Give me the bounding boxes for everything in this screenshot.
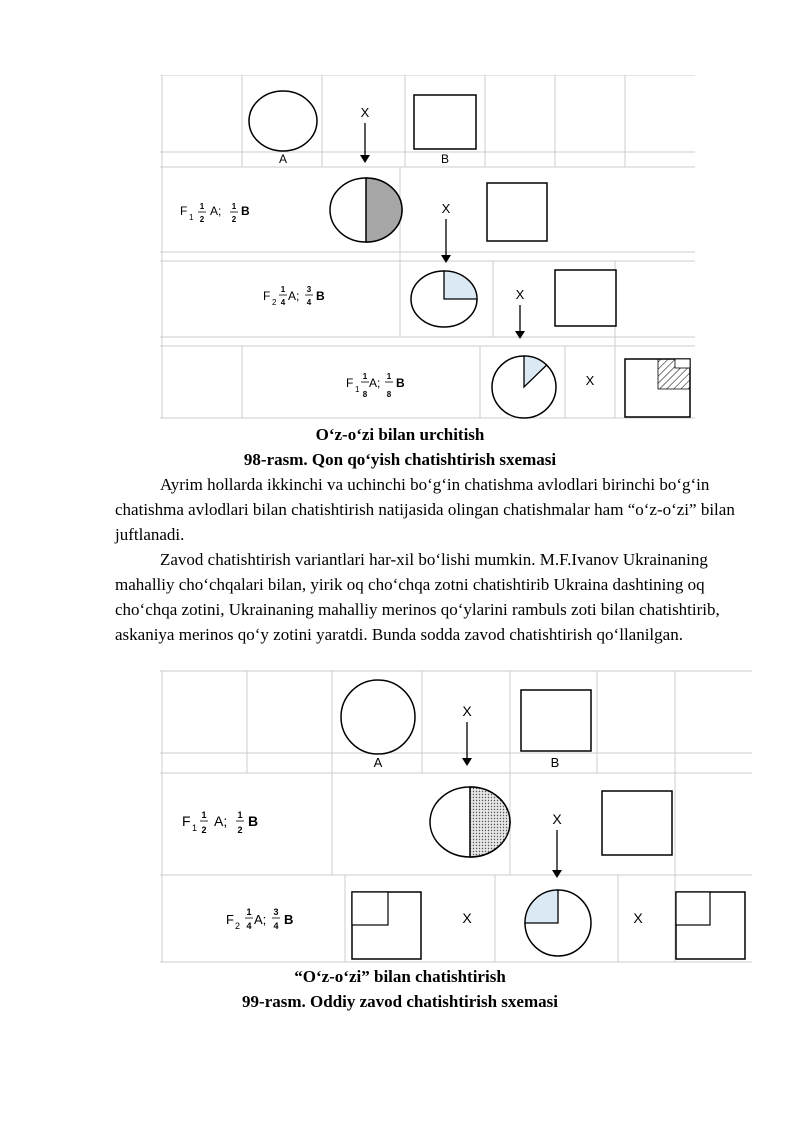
arrow-down-icon <box>462 758 472 766</box>
svg-text:2: 2 <box>201 825 207 835</box>
figure-98-subtitle: O‘z-o‘zi bilan urchitish <box>315 425 485 444</box>
svg-text:1: 1 <box>280 285 286 294</box>
svg-text:2: 2 <box>272 298 277 307</box>
svg-text:F: F <box>182 813 191 829</box>
svg-text:F: F <box>346 376 354 390</box>
parent-b-square <box>414 95 476 149</box>
figure-99-subtitle: “O‘z-o‘zi” bilan chatishtirish <box>294 967 506 986</box>
arrow-down-icon <box>552 870 562 878</box>
parent-b-square-2 <box>602 791 672 855</box>
svg-text:4: 4 <box>246 921 252 931</box>
svg-text:F: F <box>263 289 271 303</box>
cross-x-4: X <box>633 910 643 926</box>
svg-text:A;: A; <box>288 289 300 303</box>
svg-text:A;: A; <box>254 912 267 927</box>
svg-text:1: 1 <box>231 202 237 211</box>
svg-text:B: B <box>284 912 294 927</box>
f3-label <box>346 372 405 399</box>
svg-text:B: B <box>396 376 405 390</box>
paragraph-1: Ayrim hollarda ikkinchi va uchinchi bo‘g‘in chatishma avlodlari birinchi bo‘g‘in chatishma avlodlari bilan chatishtirish natijasida olingan chatishmalar ham “o‘z-o‘zi” bilan juftlanadi. <box>115 475 735 544</box>
parent-a-circle <box>249 91 317 151</box>
parent-b-square-3 <box>555 270 616 326</box>
svg-text:2: 2 <box>235 921 241 931</box>
arrow-down-icon <box>515 331 525 339</box>
cross-x-2: X <box>552 811 562 827</box>
svg-text:2: 2 <box>199 215 205 224</box>
parent-a-label: A <box>278 152 288 166</box>
f2-square-right <box>676 892 745 959</box>
parent-b-square-2 <box>487 183 547 241</box>
svg-text:A;: A; <box>210 204 222 218</box>
svg-text:8: 8 <box>362 390 368 399</box>
hatched-square <box>625 359 690 417</box>
figure-99-caption: 99-rasm. Oddiy zavod chatishtirish sxemasi <box>242 992 558 1011</box>
f1-half-circle <box>430 787 510 857</box>
svg-text:A;: A; <box>214 813 228 829</box>
figure-98-caption: 98-rasm. Qon qo‘yish chatishtirish sxemasi <box>243 450 557 469</box>
f2-label <box>263 285 325 307</box>
svg-text:F: F <box>180 204 188 218</box>
f1-half-circle <box>330 178 402 242</box>
cross-x-1: X <box>462 703 472 719</box>
svg-text:B: B <box>316 289 325 303</box>
breeding-scheme-diagram-2 <box>160 670 755 965</box>
f3-eighth-circle <box>492 356 556 418</box>
svg-text:1: 1 <box>386 372 392 381</box>
svg-text:3: 3 <box>306 285 312 294</box>
diagram-2-svg <box>160 670 755 965</box>
cross-x-3: X <box>515 287 525 302</box>
f2-label <box>226 907 293 931</box>
svg-text:1: 1 <box>246 907 252 917</box>
svg-text:A;: A; <box>369 376 381 390</box>
parent-b-square <box>521 690 591 751</box>
svg-text:4: 4 <box>306 298 312 307</box>
f2-quarter-circle <box>525 890 591 956</box>
paragraph-2: Zavod chatishtirish variantlari har-xil bo‘lishi mumkin. M.F.Ivanov Ukrainaning mahalliy cho‘chqalari bilan, yirik oq cho‘chqa zotni chatishtirib Ukraina dashtining oq cho‘chqa zotini, Ukrainaning mahalliy merinos qo‘ylarini rambuls zoti bilan chatishtirib, askaniya merinos qo‘y zotini yaratdi. Bunda sodda zavod chatishtirish qo‘llanilgan. <box>115 550 720 644</box>
svg-text:1: 1 <box>189 213 194 222</box>
f1-label <box>180 202 250 224</box>
cross-x-1: X <box>360 105 370 120</box>
svg-text:1: 1 <box>355 385 360 394</box>
svg-text:1: 1 <box>237 810 243 820</box>
cross-x-2: X <box>441 201 451 216</box>
parent-a-circle <box>341 680 415 754</box>
cross-x-4: X <box>585 373 595 388</box>
svg-text:4: 4 <box>273 921 279 931</box>
svg-text:2: 2 <box>231 215 237 224</box>
svg-text:1: 1 <box>362 372 368 381</box>
f1-label <box>182 810 258 835</box>
svg-text:8: 8 <box>386 390 392 399</box>
svg-text:2: 2 <box>237 825 243 835</box>
f2-square-left <box>352 892 421 959</box>
arrow-down-icon <box>360 155 370 163</box>
svg-text:F: F <box>226 912 234 927</box>
svg-text:B: B <box>241 204 250 218</box>
parent-b-label: B <box>550 755 560 770</box>
svg-text:4: 4 <box>280 298 286 307</box>
svg-text:3: 3 <box>273 907 279 917</box>
f2-quarter-circle <box>411 271 477 327</box>
breeding-scheme-diagram-1 <box>160 75 700 420</box>
cross-x-3: X <box>462 910 472 926</box>
parent-b-label: B <box>440 152 450 166</box>
parent-a-label: A <box>373 755 383 770</box>
arrow-down-icon <box>441 255 451 263</box>
svg-text:B: B <box>248 813 259 829</box>
svg-text:1: 1 <box>201 810 207 820</box>
svg-text:1: 1 <box>192 823 198 833</box>
svg-text:1: 1 <box>199 202 205 211</box>
diagram-1-svg <box>160 75 700 420</box>
